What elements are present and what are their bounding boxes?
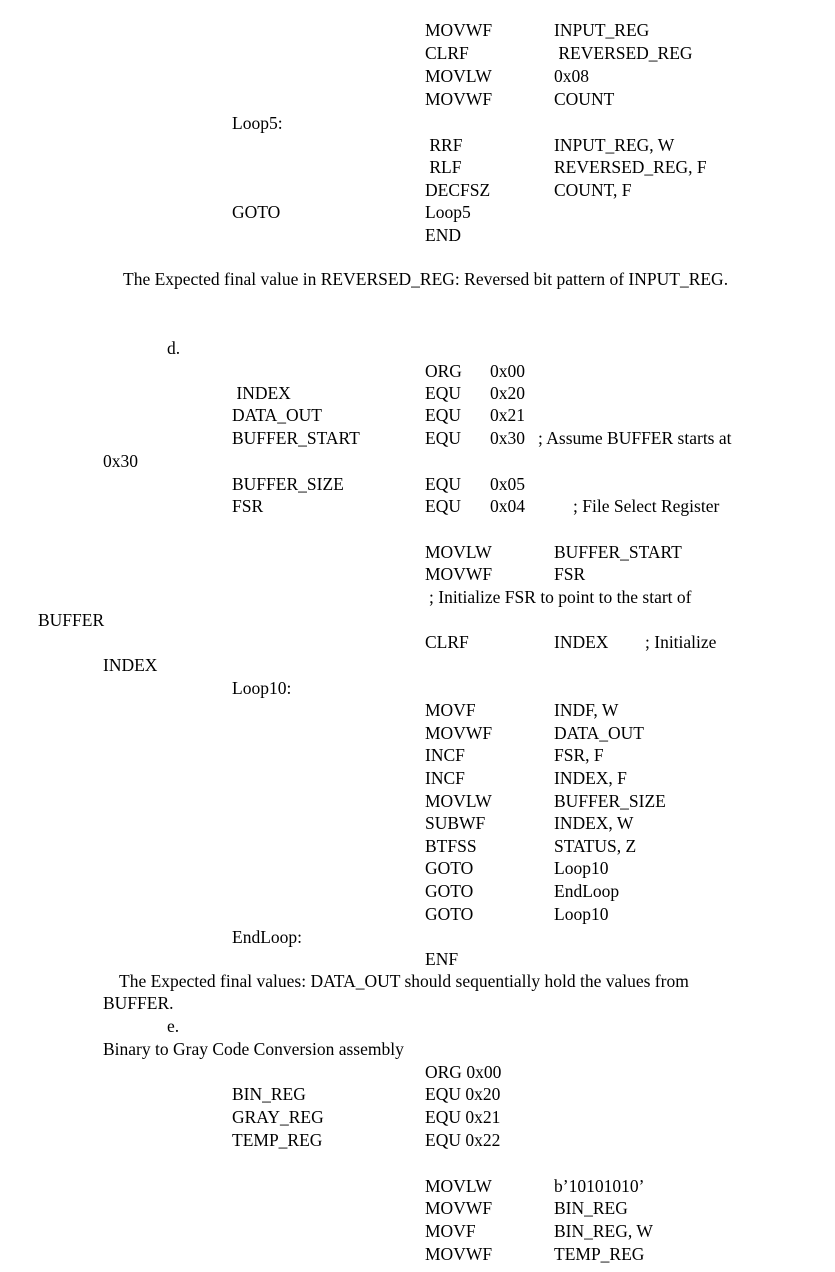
opcode: EQU 0x21 xyxy=(425,1107,501,1127)
opcode: MOVF xyxy=(425,700,476,720)
opcode: CLRF xyxy=(425,43,469,63)
operand: FSR xyxy=(554,564,586,584)
operand: INPUT_REG, W xyxy=(554,135,675,155)
code-label: FSR xyxy=(232,496,264,516)
opcode: MOVWF xyxy=(425,89,493,109)
opcode: BTFSS xyxy=(425,836,477,856)
code-comment: ; Initialize xyxy=(645,632,717,652)
operand: EndLoop xyxy=(554,881,620,901)
opcode: ORG xyxy=(425,361,462,381)
wrapped-text: 0x30 xyxy=(103,451,138,471)
code-comment: ; Initialize FSR to point to the start of xyxy=(429,587,692,607)
operand: REVERSED_REG, F xyxy=(554,157,707,177)
code-label: GOTO xyxy=(232,202,281,222)
opcode: MOVWF xyxy=(425,1244,493,1264)
operand: 0x08 xyxy=(554,66,589,86)
wrapped-text: INDEX xyxy=(103,655,158,675)
opcode: INCF xyxy=(425,768,465,788)
operand: 0x04 xyxy=(490,496,525,516)
opcode: INCF xyxy=(425,745,465,765)
operand: FSR, F xyxy=(554,745,604,765)
operand: BIN_REG xyxy=(554,1198,628,1218)
opcode: MOVWF xyxy=(425,564,493,584)
operand: INDEX, F xyxy=(554,768,627,788)
opcode: ENF xyxy=(425,949,459,969)
operand: COUNT xyxy=(554,89,615,109)
operand: 0x30 xyxy=(490,428,525,448)
operand: BIN_REG, W xyxy=(554,1221,653,1241)
code-label: BUFFER_START xyxy=(232,428,360,448)
code-label: BUFFER_SIZE xyxy=(232,474,344,494)
opcode: END xyxy=(425,225,461,245)
opcode: EQU xyxy=(425,496,461,516)
operand: Loop10 xyxy=(554,858,609,878)
opcode: EQU xyxy=(425,474,461,494)
operand: b’10101010’ xyxy=(554,1176,645,1196)
section-title: Binary to Gray Code Conversion assembly xyxy=(103,1039,404,1059)
opcode: MOVLW xyxy=(425,791,492,811)
result-line: The Expected final values: DATA_OUT should sequentially hold the values from xyxy=(119,971,689,991)
opcode: SUBWF xyxy=(425,813,486,833)
opcode: MOVWF xyxy=(425,723,493,743)
code-label: Loop5: xyxy=(232,113,283,133)
operand: Loop10 xyxy=(554,904,609,924)
opcode: MOVF xyxy=(425,1221,476,1241)
operand: 0x20 xyxy=(490,383,525,403)
opcode: ORG 0x00 xyxy=(425,1062,502,1082)
code-label: GRAY_REG xyxy=(232,1107,324,1127)
code-label: INDEX xyxy=(232,383,291,403)
opcode: RRF xyxy=(425,135,463,155)
opcode: GOTO xyxy=(425,904,474,924)
operand: INPUT_REG xyxy=(554,20,650,40)
opcode: EQU xyxy=(425,405,461,425)
opcode: MOVWF xyxy=(425,1198,493,1218)
operand: 0x05 xyxy=(490,474,525,494)
opcode: MOVLW xyxy=(425,1176,492,1196)
result-paragraph-c: The Expected final value in REVERSED_REG: Reversed bit pattern of INPUT_REG. xyxy=(123,269,729,289)
code-label: BIN_REG xyxy=(232,1084,306,1104)
operand: INDEX xyxy=(554,632,609,652)
opcode: MOVLW xyxy=(425,542,492,562)
opcode: CLRF xyxy=(425,632,469,652)
operand: BUFFER_SIZE xyxy=(554,791,666,811)
operand: COUNT, F xyxy=(554,180,632,200)
opcode: GOTO xyxy=(425,881,474,901)
operand: DATA_OUT xyxy=(554,723,644,743)
opcode: RLF xyxy=(425,157,462,177)
operand: INDEX, W xyxy=(554,813,634,833)
code-label: DATA_OUT xyxy=(232,405,322,425)
result-line: BUFFER. xyxy=(103,993,174,1013)
opcode: EQU xyxy=(425,428,461,448)
code-comment: ; Assume BUFFER starts at xyxy=(538,428,732,448)
opcode: GOTO xyxy=(425,858,474,878)
opcode: MOVWF xyxy=(425,20,493,40)
opcode: MOVLW xyxy=(425,66,492,86)
operand: REVERSED_REG xyxy=(554,43,693,63)
section-marker-e: e. xyxy=(167,1016,180,1036)
section-marker-d: d. xyxy=(167,338,181,358)
opcode: EQU 0x22 xyxy=(425,1130,501,1150)
code-label: TEMP_REG xyxy=(232,1130,323,1150)
operand: 0x21 xyxy=(490,405,525,425)
code-label: EndLoop: xyxy=(232,927,302,947)
operand: STATUS, Z xyxy=(554,836,637,856)
opcode: Loop5 xyxy=(425,202,471,222)
operand: TEMP_REG xyxy=(554,1244,645,1264)
opcode: EQU 0x20 xyxy=(425,1084,501,1104)
wrapped-text: BUFFER xyxy=(38,610,105,630)
operand: INDF, W xyxy=(554,700,619,720)
operand: 0x00 xyxy=(490,361,525,381)
opcode: DECFSZ xyxy=(425,180,491,200)
opcode: EQU xyxy=(425,383,461,403)
code-label: Loop10: xyxy=(232,678,292,698)
code-comment: ; File Select Register xyxy=(573,496,720,516)
operand: BUFFER_START xyxy=(554,542,682,562)
